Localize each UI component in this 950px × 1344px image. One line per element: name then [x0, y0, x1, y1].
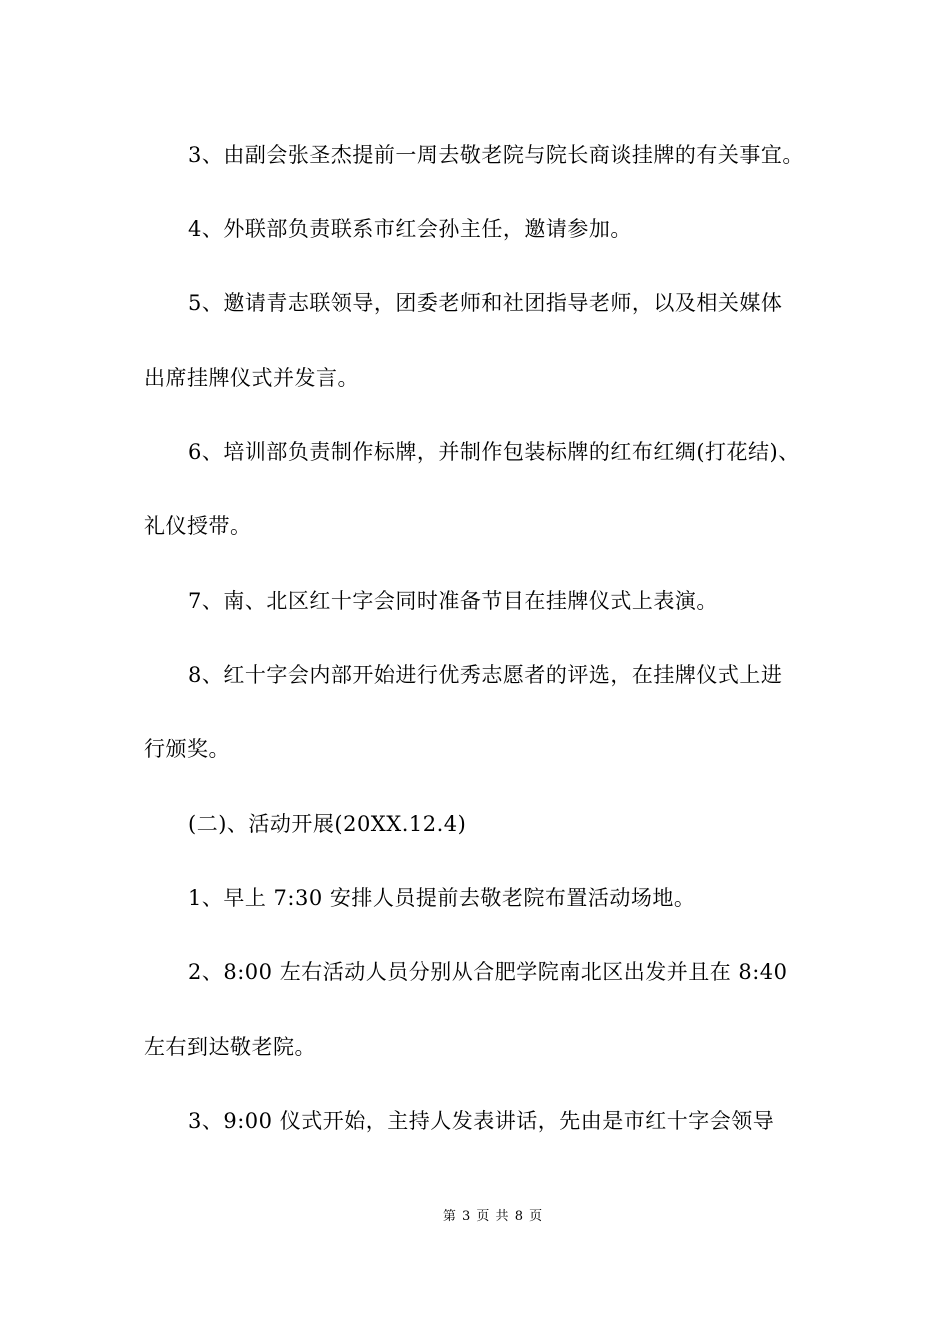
paragraph-line-8: 8、红十字会内部开始进行优秀志愿者的评选，在挂牌仪式上进 [188, 663, 783, 687]
paragraph-line-14: 3、9:00 仪式开始，主持人发表讲话，先由是市红十字会领导 [188, 1109, 775, 1133]
paragraph-line-5: 6、培训部负责制作标牌，并制作包装标牌的红布红绸(打花结)、 [188, 440, 800, 464]
section-heading: (二)、活动开展(20XX.12.4) [188, 812, 467, 836]
paragraph-line-12: 2、8:00 左右活动人员分别从合肥学院南北区出发并且在 8:40 [188, 960, 788, 984]
paragraph-line-11: 1、早上 7:30 安排人员提前去敬老院布置活动场地。 [188, 886, 696, 910]
paragraph-line-1: 3、由副会张圣杰提前一周去敬老院与院长商谈挂牌的有关事宜。 [188, 143, 804, 167]
paragraph-line-7: 7、南、北区红十字会同时准备节目在挂牌仪式上表演。 [188, 589, 718, 613]
paragraph-line-6: 礼仪授带。 [144, 514, 252, 538]
page-number-footer: 第 3 页 共 8 页 [442, 1209, 544, 1224]
paragraph-line-9: 行颁奖。 [144, 737, 230, 761]
paragraph-line-13: 左右到达敬老院。 [144, 1035, 316, 1059]
paragraph-line-4: 出席挂牌仪式并发言。 [144, 366, 359, 390]
paragraph-line-3: 5、邀请青志联领导，团委老师和社团指导老师，以及相关媒体 [188, 291, 783, 315]
paragraph-line-2: 4、外联部负责联系市红会孙主任，邀请参加。 [188, 217, 632, 241]
